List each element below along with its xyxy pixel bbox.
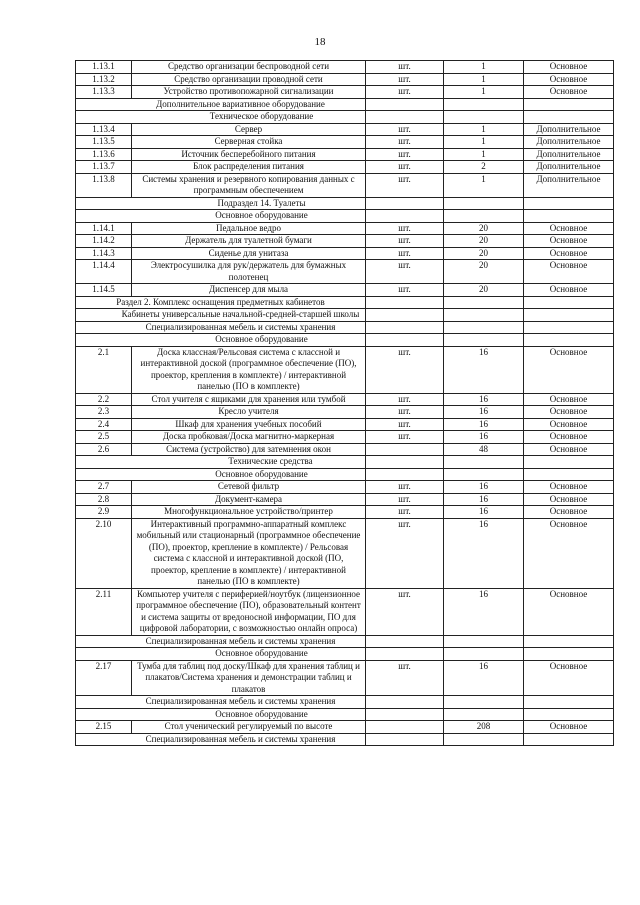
item-unit: шт.	[366, 284, 444, 297]
item-unit: шт.	[366, 506, 444, 519]
empty-cell	[444, 733, 524, 746]
section-heading: Подраздел 14. Туалеты	[217, 197, 306, 208]
table-row	[76, 173, 614, 197]
item-name: Диспенсер для мыла	[132, 284, 366, 297]
table-row	[76, 493, 614, 506]
item-number: 1.13.2	[76, 73, 132, 86]
section-row	[76, 635, 614, 648]
empty-cell	[524, 456, 614, 469]
empty-cell	[444, 98, 524, 111]
item-quantity: 20	[444, 284, 524, 297]
empty-cell	[524, 696, 614, 709]
empty-cell	[366, 296, 444, 309]
table-row	[76, 73, 614, 86]
table-row	[76, 136, 614, 149]
item-unit: шт.	[366, 518, 444, 588]
item-quantity: 16	[444, 418, 524, 431]
section-heading: Специализированная мебель и системы хранения	[145, 635, 336, 646]
table-row	[76, 346, 614, 393]
item-unit: шт.	[366, 493, 444, 506]
section-row	[76, 708, 614, 721]
section-row	[76, 321, 614, 334]
item-number: 2.2	[76, 393, 132, 406]
section-row	[76, 733, 614, 746]
item-unit: шт.	[366, 346, 444, 393]
section-row	[76, 309, 614, 322]
item-number: 2.1	[76, 346, 132, 393]
item-unit: шт.	[366, 588, 444, 635]
section-heading: Специализированная мебель и системы хранения	[145, 733, 336, 744]
item-name: Стол учителя с ящиками для хранения или тумбой	[132, 393, 366, 406]
item-number: 2.5	[76, 431, 132, 444]
item-kind: Дополнительное	[524, 161, 614, 174]
item-kind: Дополнительное	[524, 136, 614, 149]
item-quantity: 1	[444, 148, 524, 161]
section-heading: Основное оборудование	[215, 468, 308, 479]
table-row	[76, 161, 614, 174]
item-name: Серверная стойка	[132, 136, 366, 149]
item-quantity: 1	[444, 73, 524, 86]
item-name: Документ-камера	[132, 493, 366, 506]
item-kind: Основное	[524, 493, 614, 506]
table-row	[76, 518, 614, 588]
item-quantity: 1	[444, 123, 524, 136]
item-name: Многофункциональное устройство/принтер	[132, 506, 366, 519]
item-name: Сервер	[132, 123, 366, 136]
table-row	[76, 431, 614, 444]
item-quantity: 16	[444, 393, 524, 406]
item-number: 1.13.3	[76, 86, 132, 99]
table-row	[76, 588, 614, 635]
item-kind: Основное	[524, 222, 614, 235]
empty-cell	[524, 468, 614, 481]
item-kind: Основное	[524, 660, 614, 696]
item-number: 1.13.1	[76, 61, 132, 74]
item-quantity: 16	[444, 506, 524, 519]
item-kind: Основное	[524, 393, 614, 406]
empty-cell	[444, 111, 524, 124]
item-name: Кресло учителя	[132, 406, 366, 419]
section-heading: Кабинеты универсальные начальной-средней-старшей школы	[121, 309, 360, 319]
table-row	[76, 260, 614, 284]
item-unit: шт.	[366, 247, 444, 260]
section-heading: Специализированная мебель и системы хранения	[145, 321, 336, 332]
empty-cell	[366, 321, 444, 334]
empty-cell	[366, 468, 444, 481]
empty-cell	[444, 708, 524, 721]
empty-cell	[366, 648, 444, 661]
item-name: Держатель для туалетной бумаги	[132, 235, 366, 248]
empty-cell	[366, 733, 444, 746]
item-quantity: 16	[444, 481, 524, 494]
item-quantity: 20	[444, 222, 524, 235]
item-name: Доска классная/Рельсовая система с классной и интерактивной доской (программное обеспечение (ПО), проектор, крепления в комплекте) / интерактивной панелью (ПО в комплекте)	[132, 346, 366, 393]
item-kind: Основное	[524, 721, 614, 734]
item-unit: шт.	[366, 481, 444, 494]
section-heading: Основное оборудование	[215, 210, 308, 220]
item-kind: Дополнительное	[524, 173, 614, 197]
item-quantity: 1	[444, 136, 524, 149]
section-row	[76, 456, 614, 469]
empty-cell	[444, 456, 524, 469]
empty-cell	[366, 210, 444, 223]
section-heading: Технические средства	[228, 456, 313, 466]
item-kind: Основное	[524, 61, 614, 74]
empty-cell	[524, 296, 614, 309]
item-number: 2.17	[76, 660, 132, 696]
section-row	[76, 468, 614, 481]
empty-cell	[524, 334, 614, 347]
item-unit: шт.	[366, 173, 444, 197]
empty-cell	[366, 635, 444, 648]
section-row	[76, 98, 614, 111]
table-row	[76, 222, 614, 235]
item-number: 2.3	[76, 406, 132, 419]
item-unit	[366, 443, 444, 456]
section-row	[76, 296, 614, 309]
item-name: Средство организации беспроводной сети	[132, 61, 366, 74]
item-number: 1.14.3	[76, 247, 132, 260]
item-name: Средство организации проводной сети	[132, 73, 366, 86]
item-quantity: 208	[444, 721, 524, 734]
item-number: 1.14.5	[76, 284, 132, 297]
item-kind: Основное	[524, 518, 614, 588]
table-row	[76, 721, 614, 734]
section-row	[76, 696, 614, 709]
item-unit: шт.	[366, 61, 444, 74]
item-name: Системы хранения и резервного копирования данных с программным обеспечением	[132, 173, 366, 197]
item-name: Компьютер учителя с периферией/ноутбук (лицензионное программное обеспечение (ПО), образовательный контент и система защиты от вредоносной информации, ПО для цифровой лаборатории, с возможностью онлайн опроса)	[132, 588, 366, 635]
table-row	[76, 86, 614, 99]
item-unit: шт.	[366, 222, 444, 235]
empty-cell	[524, 197, 614, 210]
item-kind: Основное	[524, 73, 614, 86]
item-number: 1.13.7	[76, 161, 132, 174]
item-quantity: 48	[444, 443, 524, 456]
empty-cell	[366, 696, 444, 709]
item-quantity: 16	[444, 346, 524, 393]
empty-cell	[524, 321, 614, 334]
table-row	[76, 506, 614, 519]
item-quantity: 16	[444, 588, 524, 635]
item-unit: шт.	[366, 123, 444, 136]
item-unit: шт.	[366, 431, 444, 444]
item-number: 1.14.4	[76, 260, 132, 284]
section-row	[76, 334, 614, 347]
section-heading: Раздел 2. Комплекс оснащения предметных кабинетов	[116, 296, 325, 307]
item-name: Сетевой фильтр	[132, 481, 366, 494]
item-unit: шт.	[366, 235, 444, 248]
section-row	[76, 197, 614, 210]
item-kind: Основное	[524, 406, 614, 419]
item-kind: Основное	[524, 86, 614, 99]
empty-cell	[366, 111, 444, 124]
item-quantity: 20	[444, 235, 524, 248]
section-heading: Основное оборудование	[215, 708, 308, 719]
empty-cell	[366, 98, 444, 111]
section-row	[76, 210, 614, 223]
item-unit: шт.	[366, 86, 444, 99]
table-row	[76, 660, 614, 696]
empty-cell	[444, 696, 524, 709]
item-name: Интерактивный программно-аппаратный комплекс мобильный или стационарный (программное обеспечение (ПО), проектор, крепление в комплекте) / Рельсовая система с классной и интерактивной доской (ПО, проектор, крепление в комплекте) / интерактивной панелью (ПО в комплекте)	[132, 518, 366, 588]
empty-cell	[366, 708, 444, 721]
section-heading: Основное оборудование	[215, 334, 308, 344]
empty-cell	[444, 334, 524, 347]
item-number: 1.13.8	[76, 173, 132, 197]
table-row	[76, 247, 614, 260]
item-name: Педальное ведро	[132, 222, 366, 235]
item-quantity: 1	[444, 173, 524, 197]
item-number: 1.13.5	[76, 136, 132, 149]
empty-cell	[444, 197, 524, 210]
table-row	[76, 123, 614, 136]
empty-cell	[366, 197, 444, 210]
item-kind: Основное	[524, 431, 614, 444]
table-row	[76, 406, 614, 419]
table-row	[76, 481, 614, 494]
empty-cell	[524, 648, 614, 661]
item-quantity: 20	[444, 260, 524, 284]
item-kind: Основное	[524, 346, 614, 393]
item-quantity: 16	[444, 493, 524, 506]
page-number: 18	[314, 36, 326, 48]
empty-cell	[444, 635, 524, 648]
item-number: 2.8	[76, 493, 132, 506]
item-quantity: 16	[444, 660, 524, 696]
item-name: Электросушилка для рук/держатель для бумажных полотенец	[132, 260, 366, 284]
table-row	[76, 443, 614, 456]
empty-cell	[366, 309, 444, 322]
section-heading: Техническое оборудование	[209, 111, 314, 121]
item-quantity: 2	[444, 161, 524, 174]
item-kind: Основное	[524, 235, 614, 248]
item-unit	[366, 721, 444, 734]
equipment-table	[75, 60, 614, 746]
item-name: Источник бесперебойного питания	[132, 148, 366, 161]
item-number: 2.4	[76, 418, 132, 431]
item-quantity: 16	[444, 431, 524, 444]
item-name: Стол ученический регулируемый по высоте	[132, 721, 366, 734]
item-number: 1.14.1	[76, 222, 132, 235]
item-unit: шт.	[366, 660, 444, 696]
empty-cell	[444, 210, 524, 223]
item-number: 2.7	[76, 481, 132, 494]
item-number: 1.13.4	[76, 123, 132, 136]
item-name: Система (устройство) для затемнения окон	[132, 443, 366, 456]
empty-cell	[444, 296, 524, 309]
item-unit: шт.	[366, 260, 444, 284]
section-heading: Основное оборудование	[215, 648, 308, 658]
empty-cell	[366, 456, 444, 469]
item-unit: шт.	[366, 73, 444, 86]
empty-cell	[444, 648, 524, 661]
item-quantity: 16	[444, 518, 524, 588]
table-row	[76, 61, 614, 74]
empty-cell	[524, 708, 614, 721]
item-kind: Основное	[524, 260, 614, 284]
item-quantity: 1	[444, 61, 524, 74]
item-name: Шкаф для хранения учебных пособий	[132, 418, 366, 431]
item-name: Блок распределения питания	[132, 161, 366, 174]
item-kind: Дополнительное	[524, 148, 614, 161]
empty-cell	[444, 309, 524, 322]
table-row	[76, 284, 614, 297]
item-number: 2.6	[76, 443, 132, 456]
item-kind: Основное	[524, 443, 614, 456]
item-name: Устройство противопожарной сигнализации	[132, 86, 366, 99]
table-row	[76, 235, 614, 248]
item-unit: шт.	[366, 136, 444, 149]
empty-cell	[366, 334, 444, 347]
item-number: 2.9	[76, 506, 132, 519]
item-quantity: 20	[444, 247, 524, 260]
item-number: 2.11	[76, 588, 132, 635]
table-row	[76, 393, 614, 406]
item-name: Доска пробковая/Доска магнитно-маркерная	[132, 431, 366, 444]
item-kind: Основное	[524, 284, 614, 297]
item-number: 2.15	[76, 721, 132, 734]
item-unit: шт.	[366, 418, 444, 431]
item-name: Тумба для таблиц под доску/Шкаф для хранения таблиц и плакатов/Система хранения и демонстрации таблиц и плакатов	[132, 660, 366, 696]
empty-cell	[524, 210, 614, 223]
empty-cell	[524, 111, 614, 124]
section-row	[76, 111, 614, 124]
section-row	[76, 648, 614, 661]
empty-cell	[524, 309, 614, 322]
section-heading: Дополнительное вариативное оборудование	[156, 98, 325, 109]
empty-cell	[524, 733, 614, 746]
item-name: Сиденье для унитаза	[132, 247, 366, 260]
item-kind: Основное	[524, 506, 614, 519]
item-unit: шт.	[366, 161, 444, 174]
item-number: 1.14.2	[76, 235, 132, 248]
item-number: 1.13.6	[76, 148, 132, 161]
item-kind: Дополнительное	[524, 123, 614, 136]
item-kind: Основное	[524, 588, 614, 635]
empty-cell	[444, 321, 524, 334]
empty-cell	[444, 468, 524, 481]
item-quantity: 16	[444, 406, 524, 419]
item-kind: Основное	[524, 247, 614, 260]
item-quantity: 1	[444, 86, 524, 99]
table-row	[76, 148, 614, 161]
item-number: 2.10	[76, 518, 132, 588]
table-row	[76, 418, 614, 431]
item-unit: шт.	[366, 148, 444, 161]
item-unit: шт.	[366, 406, 444, 419]
empty-cell	[524, 635, 614, 648]
empty-cell	[524, 98, 614, 111]
item-unit: шт.	[366, 393, 444, 406]
section-heading: Специализированная мебель и системы хранения	[145, 696, 336, 706]
item-kind: Основное	[524, 418, 614, 431]
item-kind: Основное	[524, 481, 614, 494]
